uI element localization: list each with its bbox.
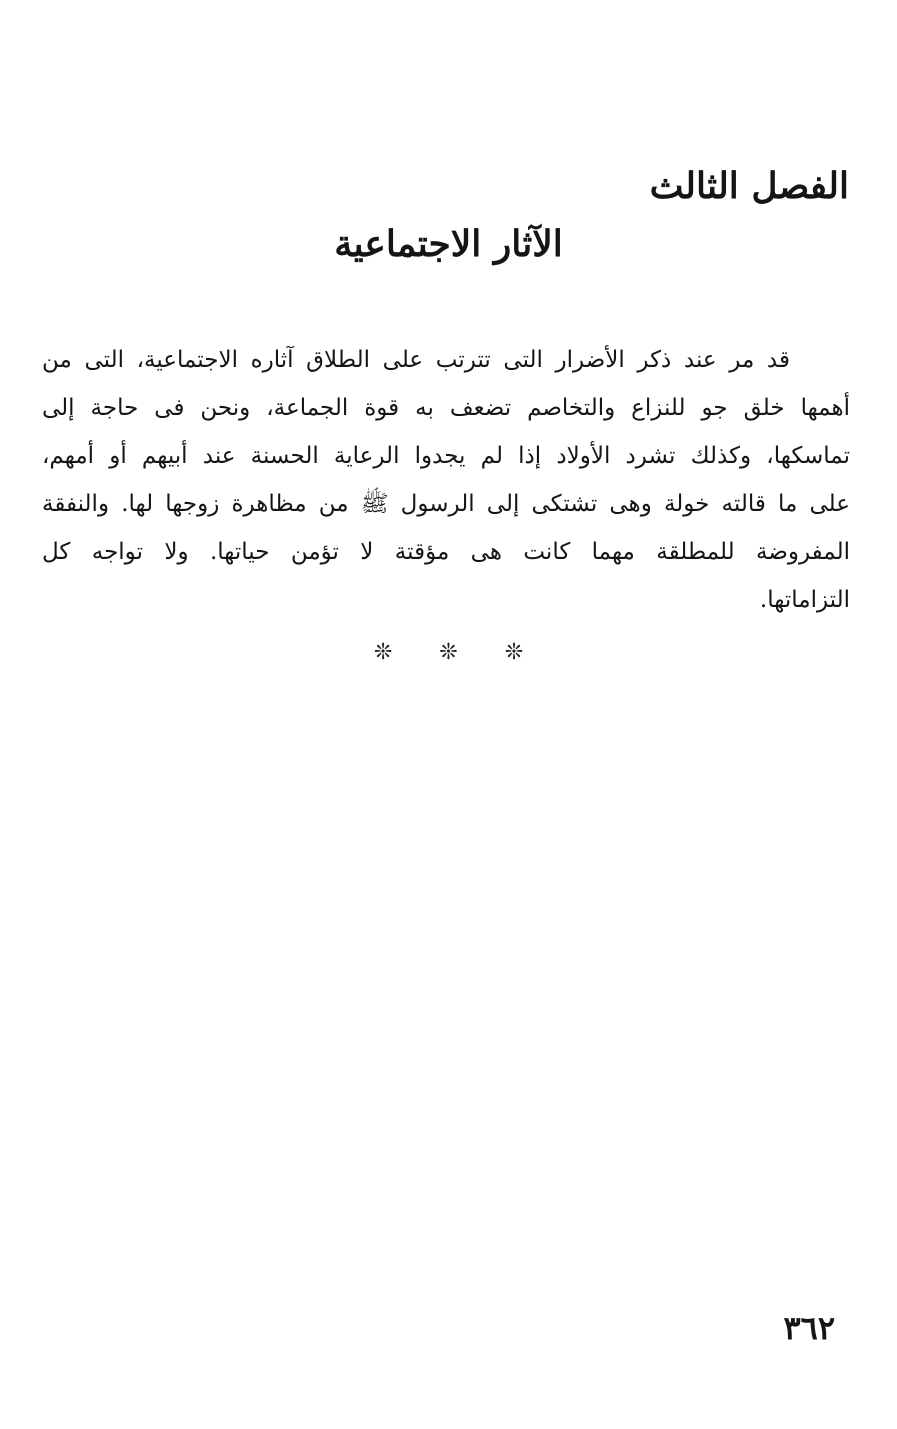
paragraph-line: قد مر عند ذكر الأضرار التى تترتب على الطلاق آثاره الاجتماعية، التى من [42,347,790,373]
asterism-mark: ❊ [439,640,458,665]
paragraph-line: التزاماتها. [759,587,850,613]
chapter-label: الفصل الثالث [649,165,849,207]
paragraph-line: أهمها خلق جو للنزاع والتخاصم تضعف به قوة الجماعة، ونحن فى حاجة إلى [42,395,850,421]
section-separator [0,638,897,668]
asterism-mark: ❊ [373,640,393,665]
asterism-mark: ❊ [504,640,524,665]
paragraph-line: على ما قالته خولة وهى تشتكى إلى الرسول ﷺ من مظاهرة زوجها لها. والنفقة [42,491,850,517]
paragraph-line: تماسكها، وكذلك تشرد الأولاد إذا لم يجدوا الرعاية الحسنة عند أبيهم أو أمهم، [42,443,850,469]
chapter-title: الآثار الاجتماعية [334,223,563,265]
page-number: ٣٦٢ [783,1309,835,1347]
paragraph-line: المفروضة للمطلقة مهما كانت هى مؤقتة لا تؤمن حياتها. ولا تواجه كل [42,539,850,565]
body-paragraph [42,336,850,624]
